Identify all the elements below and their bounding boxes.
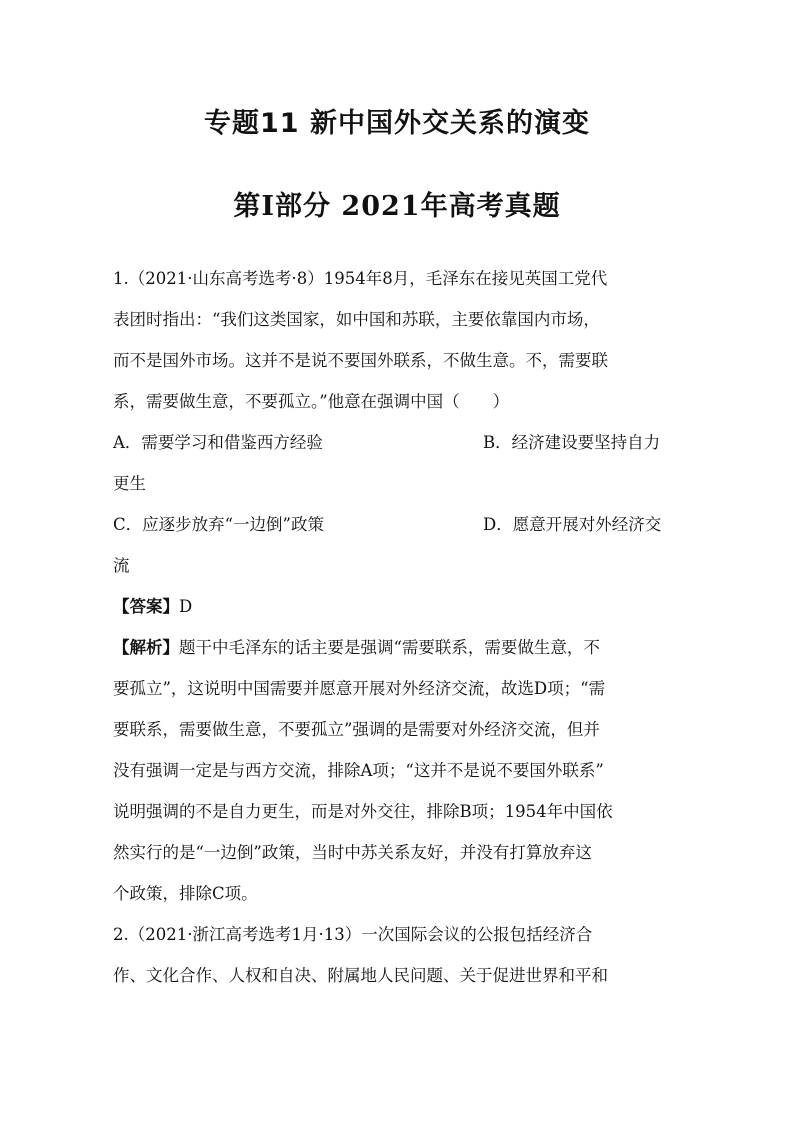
analysis-line-4: 没有强调一定是与西方交流，排除A项；“这并不是说不要国外联系” bbox=[113, 761, 604, 780]
question-1-line-2: 表团时指出：“我们这类国家，如中国和苏联，主要依靠国内市场， bbox=[113, 310, 600, 329]
answer-line bbox=[113, 586, 688, 627]
options-row-ab bbox=[113, 422, 688, 463]
question-2-line-2: 作、文化合作、人权和自决、附属地人民问题、关于促进世界和平和 bbox=[113, 966, 608, 985]
analysis-line-3: 要联系，需要做生意，不要孤立”强调的是需要对外经济交流，但并 bbox=[113, 720, 600, 739]
question-2 bbox=[113, 914, 688, 996]
analysis-line-7: 个政策，排除C项。 bbox=[113, 884, 258, 903]
answer-value: D bbox=[179, 597, 193, 616]
question-2-line-1: 2.（2021·浙江高考选考1月·13）一次国际会议的公报包括经济合 bbox=[113, 925, 593, 944]
document-title: 专题11 新中国外交关系的演变 bbox=[204, 108, 590, 139]
analysis-line-5: 说明强调的不是自力更生，而是对外交往，排除B项；1954年中国依 bbox=[113, 802, 613, 821]
document-body bbox=[113, 258, 688, 996]
section-title: 第Ⅰ部分 2021年高考真题 bbox=[233, 191, 561, 222]
question-1-line-3: 而不是国外市场。这并不是说不要国外联系，不做生意。不，需要联 bbox=[113, 351, 608, 370]
option-b-continuation: 更生 bbox=[113, 474, 146, 493]
options-row-cd bbox=[113, 504, 688, 545]
question-1-line-4: 系，需要做生意，不要孤立。”他意在强调中国（ ） bbox=[113, 392, 510, 411]
option-a: A．需要学习和借鉴西方经验 bbox=[113, 433, 323, 452]
option-b: B．经济建设要坚持自力 bbox=[483, 433, 661, 452]
analysis-line-6: 然实行的是“一边倒”政策，当时中苏关系友好，并没有打算放弃这 bbox=[113, 843, 592, 862]
analysis-label: 【解析】 bbox=[113, 638, 179, 657]
option-d-continuation: 流 bbox=[113, 556, 130, 575]
question-1 bbox=[113, 258, 688, 914]
answer-label: 【答案】 bbox=[113, 597, 179, 616]
analysis-text: 题干中毛泽东的话主要是强调“需要联系，需要做生意，不 bbox=[179, 638, 600, 657]
option-c: C．应逐步放弃“一边倒”政策 bbox=[113, 515, 324, 534]
question-1-line-1: 1.（2021·山东高考选考·8）1954年8月，毛泽东在接见英国工党代 bbox=[113, 269, 608, 288]
analysis-line-1 bbox=[113, 627, 688, 668]
option-d: D．愿意开展对外经济交 bbox=[483, 515, 662, 534]
analysis-line-2: 要孤立”，这说明中国需要并愿意开展对外经济交流，故选D项；“需 bbox=[113, 679, 606, 698]
